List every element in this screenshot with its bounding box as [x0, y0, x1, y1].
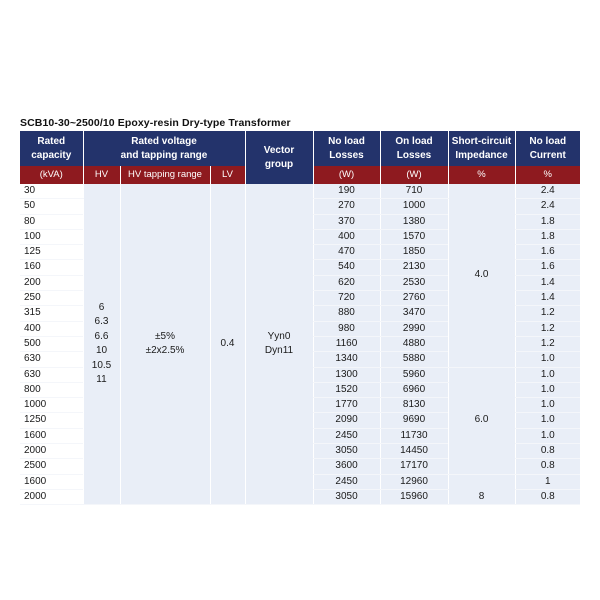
on-load-losses-cell: 2130 — [380, 260, 448, 275]
capacity-cell: 30 — [20, 184, 83, 199]
unit-impedance: % — [448, 166, 515, 184]
capacity-cell: 200 — [20, 275, 83, 290]
on-load-losses-cell: 2530 — [380, 275, 448, 290]
impedance-cell: 6.0 — [448, 367, 515, 474]
hv-value: 10 — [95, 345, 108, 357]
no-load-current-cell: 1 — [515, 474, 580, 489]
no-load-current-cell: 1.8 — [515, 229, 580, 244]
no-load-current-cell: 1.6 — [515, 260, 580, 275]
header-short-circuit-impedance: Short-circuit Impedance — [448, 131, 515, 166]
tapping-value: ±5% — [155, 330, 175, 342]
header-no-load-current: No load Current — [515, 131, 580, 166]
no-load-losses-cell: 1520 — [313, 382, 380, 397]
on-load-losses-cell: 4880 — [380, 336, 448, 351]
capacity-cell: 400 — [20, 321, 83, 336]
no-load-losses-cell: 3050 — [313, 444, 380, 459]
no-load-current-cell: 1.8 — [515, 214, 580, 229]
unit-no-load-losses: (W) — [313, 166, 380, 184]
capacity-cell: 250 — [20, 291, 83, 306]
no-load-losses-cell: 1160 — [313, 336, 380, 351]
capacity-cell: 630 — [20, 352, 83, 367]
no-load-losses-cell: 370 — [313, 214, 380, 229]
no-load-current-cell: 2.4 — [515, 184, 580, 199]
impedance-cell: 8 — [448, 474, 515, 505]
no-load-current-cell: 1.4 — [515, 291, 580, 306]
header-rated-voltage: Rated voltage and tapping range — [83, 131, 245, 166]
vector-value: Yyn0 — [267, 330, 291, 342]
capacity-cell: 1600 — [20, 474, 83, 489]
no-load-losses-cell: 1300 — [313, 367, 380, 382]
capacity-cell: 100 — [20, 229, 83, 244]
header-no-load-losses: No load Losses — [313, 131, 380, 166]
no-load-losses-cell: 980 — [313, 321, 380, 336]
on-load-losses-cell: 9690 — [380, 413, 448, 428]
no-load-losses-cell: 720 — [313, 291, 380, 306]
table-row — [20, 184, 580, 199]
hv-value: 6.3 — [94, 316, 109, 328]
unit-current: % — [515, 166, 580, 184]
header-rated-capacity: Rated capacity — [20, 131, 83, 166]
transformer-spec-table — [20, 131, 580, 505]
vector-group-cell — [245, 184, 313, 505]
capacity-cell: 160 — [20, 260, 83, 275]
capacity-cell: 500 — [20, 336, 83, 351]
on-load-losses-cell: 17170 — [380, 459, 448, 474]
capacity-cell: 50 — [20, 199, 83, 214]
capacity-cell: 1000 — [20, 398, 83, 413]
on-load-losses-cell: 1570 — [380, 229, 448, 244]
no-load-losses-cell: 1770 — [313, 398, 380, 413]
no-load-losses-cell: 2450 — [313, 474, 380, 489]
no-load-losses-cell: 3050 — [313, 489, 380, 504]
vector-value: Dyn11 — [264, 345, 294, 357]
capacity-cell: 1250 — [20, 413, 83, 428]
no-load-current-cell: 1.2 — [515, 336, 580, 351]
tapping-range-cell — [120, 184, 210, 505]
no-load-current-cell: 1.0 — [515, 382, 580, 397]
on-load-losses-cell: 12960 — [380, 474, 448, 489]
on-load-losses-cell: 2990 — [380, 321, 448, 336]
tapping-value: ±2x2.5% — [145, 345, 185, 357]
no-load-losses-cell: 620 — [313, 275, 380, 290]
no-load-losses-cell: 2090 — [313, 413, 380, 428]
no-load-losses-cell: 540 — [313, 260, 380, 275]
hv-value: 11 — [96, 374, 107, 386]
capacity-cell: 800 — [20, 382, 83, 397]
no-load-current-cell: 1.0 — [515, 367, 580, 382]
no-load-losses-cell: 400 — [313, 229, 380, 244]
capacity-cell: 125 — [20, 245, 83, 260]
unit-capacity: (kVA) — [20, 166, 83, 184]
no-load-current-cell: 1.0 — [515, 352, 580, 367]
no-load-current-cell: 0.8 — [515, 459, 580, 474]
no-load-current-cell: 1.0 — [515, 413, 580, 428]
no-load-current-cell: 2.4 — [515, 199, 580, 214]
no-load-losses-cell: 270 — [313, 199, 380, 214]
on-load-losses-cell: 5880 — [380, 352, 448, 367]
no-load-current-cell: 0.8 — [515, 444, 580, 459]
hv-values-cell — [83, 184, 120, 505]
header-on-load-losses: On load Losses — [380, 131, 448, 166]
no-load-current-cell: 1.0 — [515, 428, 580, 443]
on-load-losses-cell: 11730 — [380, 428, 448, 443]
capacity-cell: 2500 — [20, 459, 83, 474]
no-load-current-cell: 0.8 — [515, 489, 580, 504]
hv-value: 6.6 — [94, 330, 109, 342]
no-load-current-cell: 1.2 — [515, 306, 580, 321]
capacity-cell: 2000 — [20, 489, 83, 504]
on-load-losses-cell: 2760 — [380, 291, 448, 306]
no-load-current-cell: 1.2 — [515, 321, 580, 336]
on-load-losses-cell: 1380 — [380, 214, 448, 229]
impedance-cell: 4.0 — [448, 184, 515, 367]
capacity-cell: 630 — [20, 367, 83, 382]
capacity-cell: 315 — [20, 306, 83, 321]
on-load-losses-cell: 5960 — [380, 367, 448, 382]
unit-lv: LV — [210, 166, 245, 184]
no-load-losses-cell: 880 — [313, 306, 380, 321]
on-load-losses-cell: 710 — [380, 184, 448, 199]
hv-value: 6 — [98, 301, 105, 313]
no-load-losses-cell: 190 — [313, 184, 380, 199]
no-load-current-cell: 1.0 — [515, 398, 580, 413]
on-load-losses-cell: 1850 — [380, 245, 448, 260]
lv-cell: 0.4 — [210, 184, 245, 505]
on-load-losses-cell: 15960 — [380, 489, 448, 504]
on-load-losses-cell: 1000 — [380, 199, 448, 214]
no-load-losses-cell: 2450 — [313, 428, 380, 443]
unit-hv: HV — [83, 166, 120, 184]
unit-on-load-losses: (W) — [380, 166, 448, 184]
on-load-losses-cell: 3470 — [380, 306, 448, 321]
capacity-cell: 2000 — [20, 444, 83, 459]
capacity-cell: 80 — [20, 214, 83, 229]
capacity-cell: 1600 — [20, 428, 83, 443]
no-load-losses-cell: 470 — [313, 245, 380, 260]
on-load-losses-cell: 14450 — [380, 444, 448, 459]
table-title: SCB10-30~2500/10 Epoxy-resin Dry-type Transformer — [20, 117, 291, 129]
header-vector-group: Vector group — [245, 131, 313, 184]
hv-value: 10.5 — [91, 359, 112, 371]
on-load-losses-cell: 8130 — [380, 398, 448, 413]
no-load-losses-cell: 1340 — [313, 352, 380, 367]
no-load-current-cell: 1.6 — [515, 245, 580, 260]
on-load-losses-cell: 6960 — [380, 382, 448, 397]
unit-hv-tapping: HV tapping range — [120, 166, 210, 184]
no-load-current-cell: 1.4 — [515, 275, 580, 290]
no-load-losses-cell: 3600 — [313, 459, 380, 474]
